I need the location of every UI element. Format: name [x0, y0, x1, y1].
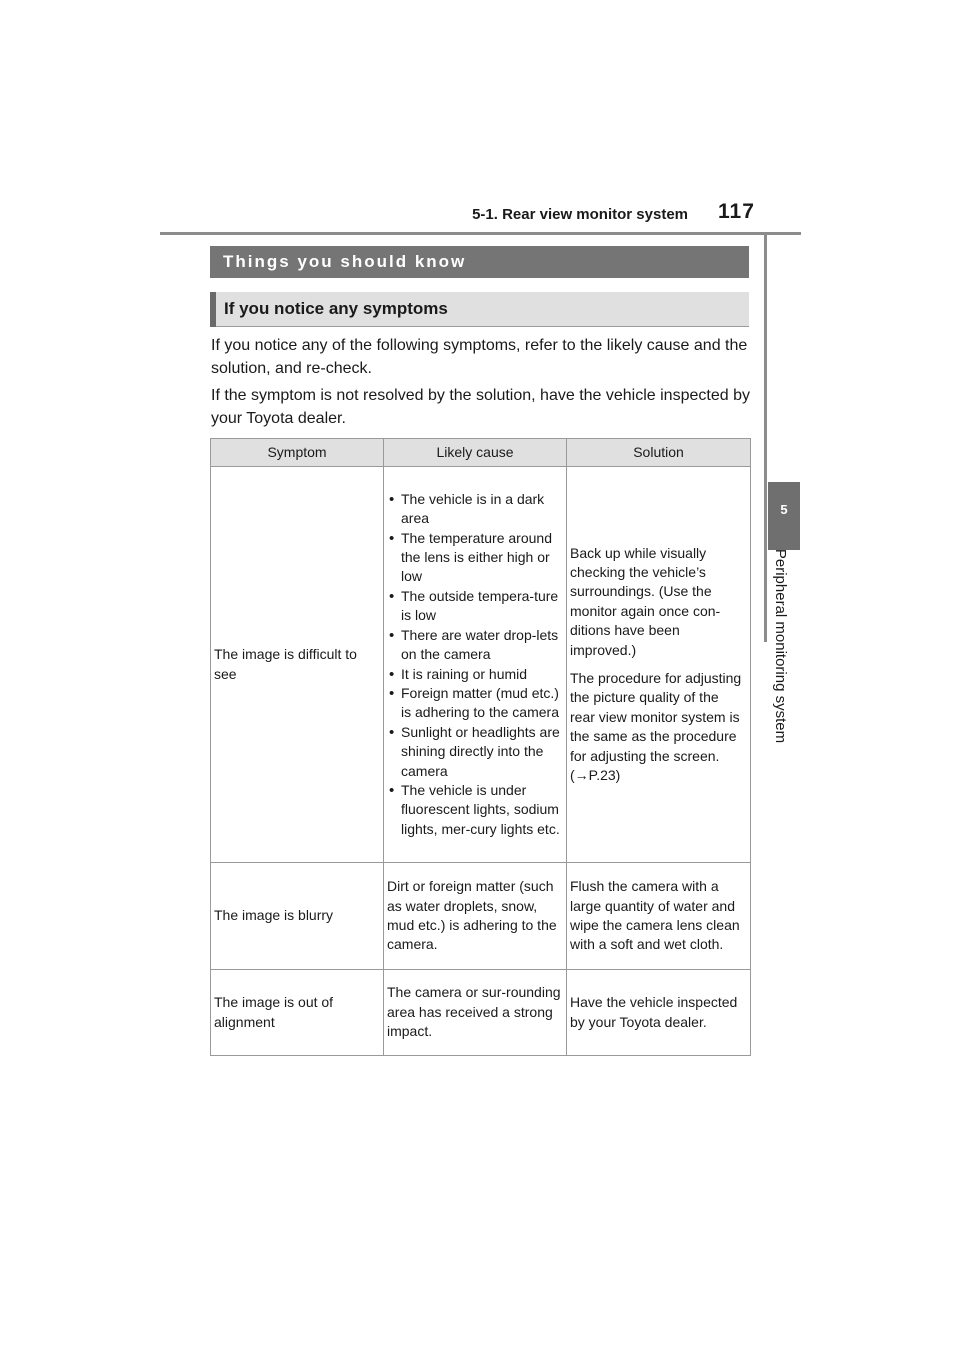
- cause-list: [385, 490, 564, 839]
- section-title: 5-1. Rear view monitor system: [472, 206, 688, 223]
- table-row: [211, 970, 751, 1056]
- subheading-accent-bar: [210, 292, 216, 327]
- table-header-row: [211, 439, 751, 467]
- chapter-label: Peripheral monitoring system: [772, 548, 789, 744]
- header-divider: [160, 232, 801, 235]
- side-divider: [764, 232, 767, 642]
- table-row: [211, 467, 751, 863]
- symptoms-subheading: [210, 292, 749, 327]
- chapter-number: 5: [780, 502, 788, 517]
- list-item: • Sunlight or headlights are shining directly into the camera: [385, 723, 564, 781]
- symptom-cell: The image is out of alignment: [211, 970, 384, 1056]
- solution-cell: Flush the camera with a large quantity of water and wipe the camera lens clean with a soft and wet cloth.: [567, 863, 751, 970]
- page-number: 117: [718, 200, 755, 223]
- table-row: [211, 863, 751, 970]
- list-item: • Foreign matter (mud etc.) is adhering to the camera: [385, 684, 564, 723]
- symptom-cell: The image is blurry: [211, 863, 384, 970]
- symptom-cell: The image is difficult to see: [211, 467, 384, 863]
- solution-text: Back up while visually checking the vehicle’s surroundings. (Use the monitor again once con-ditions have been improved.): [570, 544, 721, 658]
- intro-paragraph: If the symptom is not resolved by the solution, have the vehicle inspected by your Toyota dealer.: [211, 387, 750, 427]
- solution-text: The procedure for adjusting the picture quality of the rear view monitor system is the same as the procedure for adjusting the screen. (→P.23): [570, 670, 742, 784]
- column-header: Likely cause: [384, 439, 567, 467]
- list-item: • The temperature around the lens is either high or low: [385, 529, 564, 587]
- column-header: Solution: [567, 439, 751, 467]
- cause-cell: The camera or sur-rounding area has received a strong impact.: [384, 970, 567, 1056]
- solution-cell: [567, 467, 751, 863]
- intro-paragraph: If you notice any of the following symptoms, refer to the likely cause and the solution, and re-check.: [211, 337, 748, 377]
- banner-title: Things you should know: [223, 252, 467, 271]
- things-you-should-know-banner: [210, 246, 749, 278]
- symptom-table: [210, 438, 751, 1056]
- list-item: • The vehicle is under fluorescent lights, sodium lights, mer-cury lights etc.: [385, 781, 564, 839]
- column-header: Symptom: [211, 439, 384, 467]
- solution-cell: Have the vehicle inspected by your Toyota dealer.: [567, 970, 751, 1056]
- list-item: • It is raining or humid: [385, 665, 564, 684]
- list-item: • The vehicle is in a dark area: [385, 490, 564, 529]
- cause-cell: [384, 467, 567, 863]
- list-item: • The outside tempera-ture is low: [385, 587, 564, 626]
- cause-cell: Dirt or foreign matter (such as water droplets, snow, mud etc.) is adhering to the camera.: [384, 863, 567, 970]
- subheading-title: If you notice any symptoms: [224, 299, 448, 318]
- list-item: • There are water drop-lets on the camera: [385, 626, 564, 665]
